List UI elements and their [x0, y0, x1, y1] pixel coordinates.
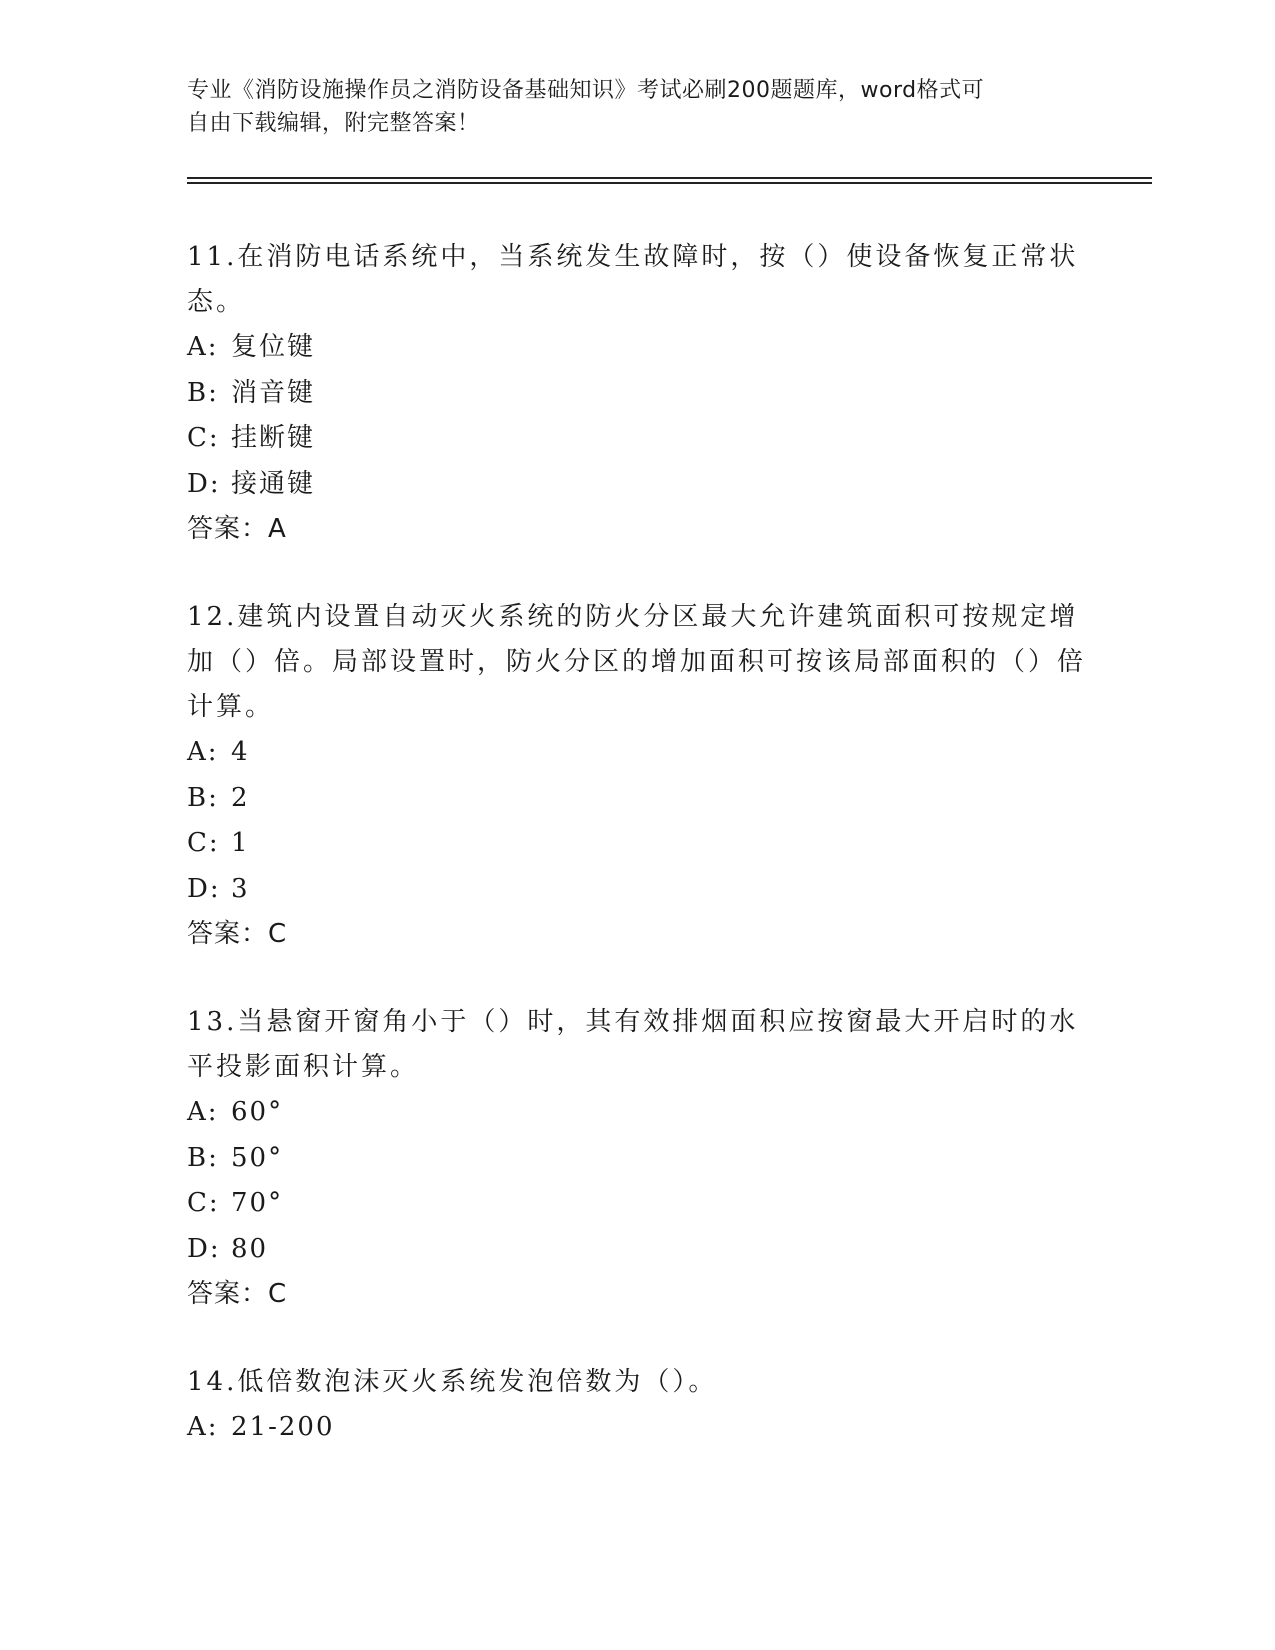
question-text: 14.低倍数泡沫灭火系统发泡倍数为（）。 — [187, 1367, 718, 1397]
question-13 — [187, 1000, 1087, 1317]
option-key: D: — [187, 468, 221, 499]
option-d — [187, 867, 1087, 913]
answer-label: 答案：C — [187, 1279, 288, 1309]
option-key: B: — [187, 1142, 219, 1173]
question-list — [187, 235, 1087, 1494]
option-key: A: — [187, 1412, 219, 1442]
header-line-1: 专业《消防设施操作员之消防设备基础知识》考试必刷200题题库，word格式可 — [187, 78, 985, 103]
option-c — [187, 416, 1087, 462]
option-b — [187, 1136, 1087, 1182]
option-key: A: — [187, 1097, 219, 1127]
option-key: A: — [187, 737, 219, 767]
option-value: 4 — [231, 737, 250, 767]
document-header — [187, 74, 1087, 140]
question-14 — [187, 1360, 1087, 1451]
option-d — [187, 1227, 1087, 1273]
option-value: 80 — [231, 1233, 269, 1264]
option-key: B: — [187, 377, 219, 408]
option-value: 挂断键 — [231, 423, 316, 453]
option-key: C: — [187, 423, 220, 453]
question-text: 12.建筑内设置自动灭火系统的防火分区最大允许建筑面积可按规定增加（）倍。局部设置时，防火分区的增加面积可按该局部面积的（）倍计算。 — [187, 602, 1087, 722]
option-value: 21-200 — [231, 1412, 335, 1442]
option-key: C: — [187, 1188, 220, 1218]
option-value: 1 — [231, 828, 250, 858]
option-value: 3 — [231, 873, 250, 904]
option-b — [187, 371, 1087, 417]
header-divider-top — [187, 177, 1152, 179]
option-a — [187, 730, 1087, 776]
question-12 — [187, 595, 1087, 957]
answer-label: 答案：A — [187, 514, 287, 544]
option-value: 2 — [231, 782, 250, 813]
option-value: 60° — [231, 1097, 284, 1127]
option-a — [187, 325, 1087, 371]
option-value: 复位键 — [231, 332, 316, 362]
option-key: D: — [187, 1233, 221, 1264]
question-11 — [187, 235, 1087, 552]
option-value: 70° — [231, 1188, 284, 1218]
option-key: B: — [187, 782, 219, 813]
option-a — [187, 1090, 1087, 1136]
option-key: D: — [187, 873, 221, 904]
question-text: 11.在消防电话系统中，当系统发生故障时，按（）使设备恢复正常状态。 — [187, 242, 1079, 317]
question-text: 13.当悬窗开窗角小于（）时，其有效排烟面积应按窗最大开启时的水平投影面积计算。 — [187, 1007, 1079, 1082]
option-value: 50° — [231, 1142, 284, 1173]
option-value: 接通键 — [231, 468, 316, 499]
option-key: C: — [187, 828, 220, 858]
option-c — [187, 1181, 1087, 1227]
header-divider-bottom — [187, 182, 1152, 184]
header-line-2: 自由下载编辑，附完整答案！ — [187, 111, 480, 136]
option-key: A: — [187, 332, 219, 362]
option-d — [187, 462, 1087, 508]
option-b — [187, 776, 1087, 822]
answer-label: 答案：C — [187, 919, 288, 949]
option-value: 消音键 — [231, 377, 316, 408]
option-a — [187, 1405, 1087, 1451]
option-c — [187, 821, 1087, 867]
